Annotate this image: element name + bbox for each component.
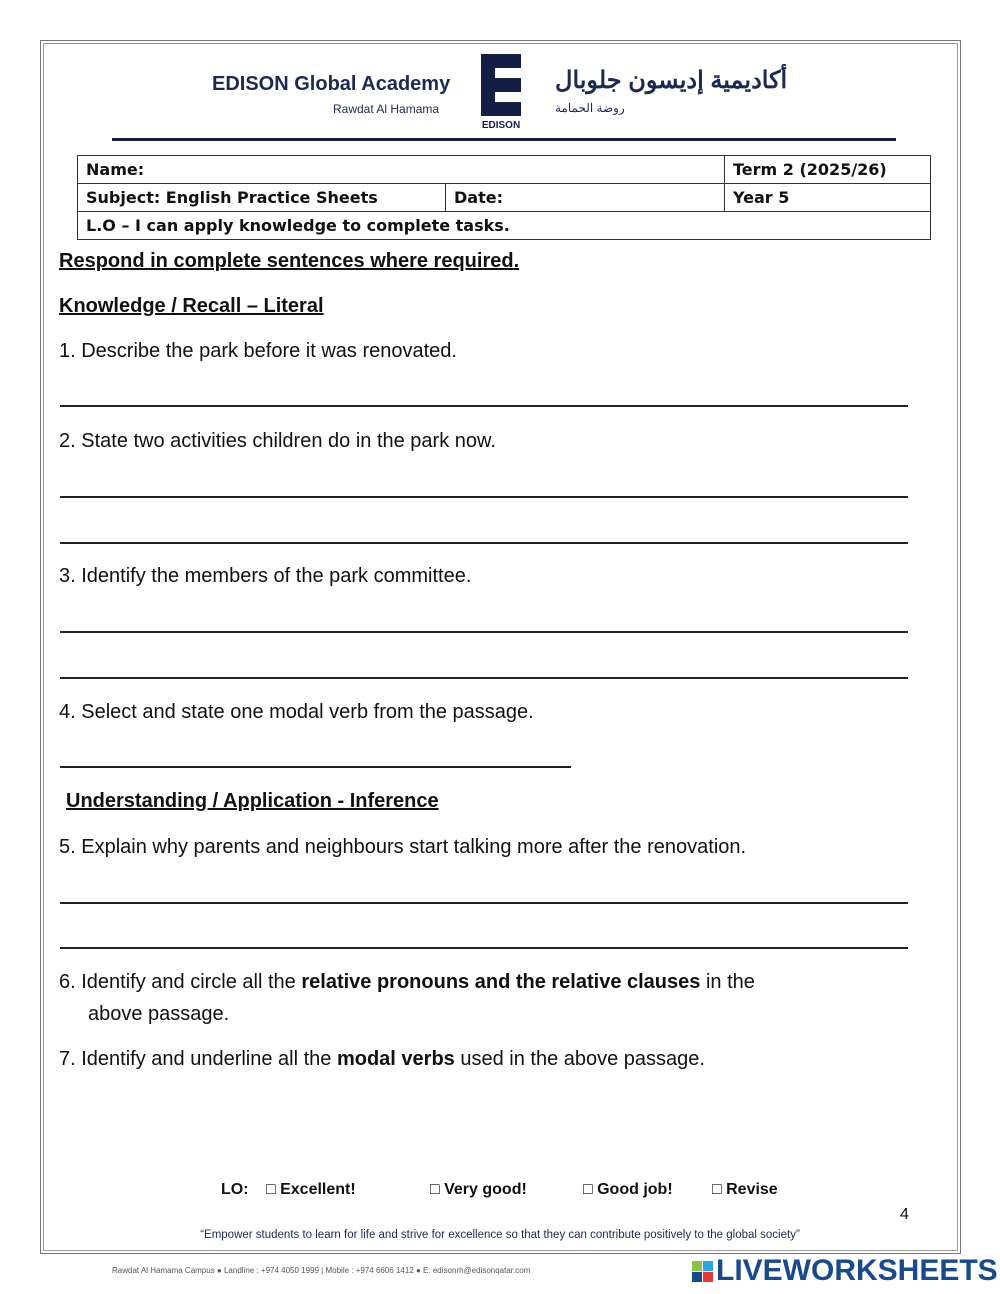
page-number: 4 bbox=[900, 1206, 909, 1223]
rating-revise[interactable]: □ Revise bbox=[712, 1181, 778, 1198]
question-2: 2. State two activities children do in the park now. bbox=[59, 430, 496, 452]
liveworksheets-logo-icon bbox=[692, 1261, 713, 1282]
rating-good-job[interactable]: □ Good job! bbox=[583, 1181, 673, 1198]
answer-line[interactable] bbox=[60, 631, 908, 633]
section-heading-inference: Understanding / Application - Inference bbox=[66, 790, 439, 812]
question-5: 5. Explain why parents and neighbours start talking more after the renovation. bbox=[59, 836, 747, 858]
school-name-en: EDISON Global Academy bbox=[212, 73, 451, 95]
answer-line[interactable] bbox=[60, 766, 571, 768]
logo-text: EDISON bbox=[481, 120, 521, 131]
info-table bbox=[77, 155, 931, 240]
date-cell[interactable]: Date: bbox=[446, 184, 725, 212]
question-4: 4. Select and state one modal verb from the passage. bbox=[59, 701, 534, 723]
question-6-line2: above passage. bbox=[88, 1003, 230, 1025]
subject-cell: Subject: English Practice Sheets bbox=[78, 184, 446, 212]
name-cell[interactable]: Name: bbox=[78, 156, 725, 184]
answer-line[interactable] bbox=[60, 677, 908, 679]
watermark-text: LIVEWORKSHEETS bbox=[716, 1254, 998, 1287]
answer-line[interactable] bbox=[60, 405, 908, 407]
contact-info: Rawdat Al Hamama Campus ● Landline : +974 4050 1999 | Mobile : +974 6606 1412 ● E: edisonrh@edisonqatar.com bbox=[112, 1266, 531, 1275]
motto: “Empower students to learn for life and strive for excellence so that they can contribute positively to the global society” bbox=[200, 1229, 800, 1241]
rating-very-good[interactable]: □ Very good! bbox=[430, 1181, 527, 1198]
answer-line[interactable] bbox=[60, 542, 908, 544]
school-name-ar: أكاديمية إديسون جلوبال bbox=[555, 67, 788, 94]
liveworksheets-watermark bbox=[692, 1254, 998, 1288]
section-heading-recall: Knowledge / Recall – Literal bbox=[59, 295, 324, 317]
question-7: 7. Identify and underline all the modal verbs used in the above passage. bbox=[59, 1048, 705, 1070]
lo-cell: L.O – I can apply knowledge to complete tasks. bbox=[78, 212, 931, 240]
answer-line[interactable] bbox=[60, 902, 908, 904]
edison-logo bbox=[481, 54, 521, 116]
question-3: 3. Identify the members of the park committee. bbox=[59, 565, 472, 587]
answer-line[interactable] bbox=[60, 947, 908, 949]
campus-name-ar: روضة الحمامة bbox=[555, 101, 625, 115]
year-cell: Year 5 bbox=[725, 184, 931, 212]
answer-line[interactable] bbox=[60, 496, 908, 498]
question-1: 1. Describe the park before it was renovated. bbox=[59, 340, 457, 362]
term-cell: Term 2 (2025/26) bbox=[725, 156, 931, 184]
instruction: Respond in complete sentences where required. bbox=[59, 250, 520, 272]
header-divider bbox=[112, 138, 896, 141]
campus-name-en: Rawdat Al Hamama bbox=[333, 102, 440, 116]
question-6: 6. Identify and circle all the relative pronouns and the relative clauses in the bbox=[59, 971, 755, 993]
lo-label: LO: bbox=[221, 1181, 249, 1198]
rating-excellent[interactable]: □ Excellent! bbox=[266, 1181, 356, 1198]
